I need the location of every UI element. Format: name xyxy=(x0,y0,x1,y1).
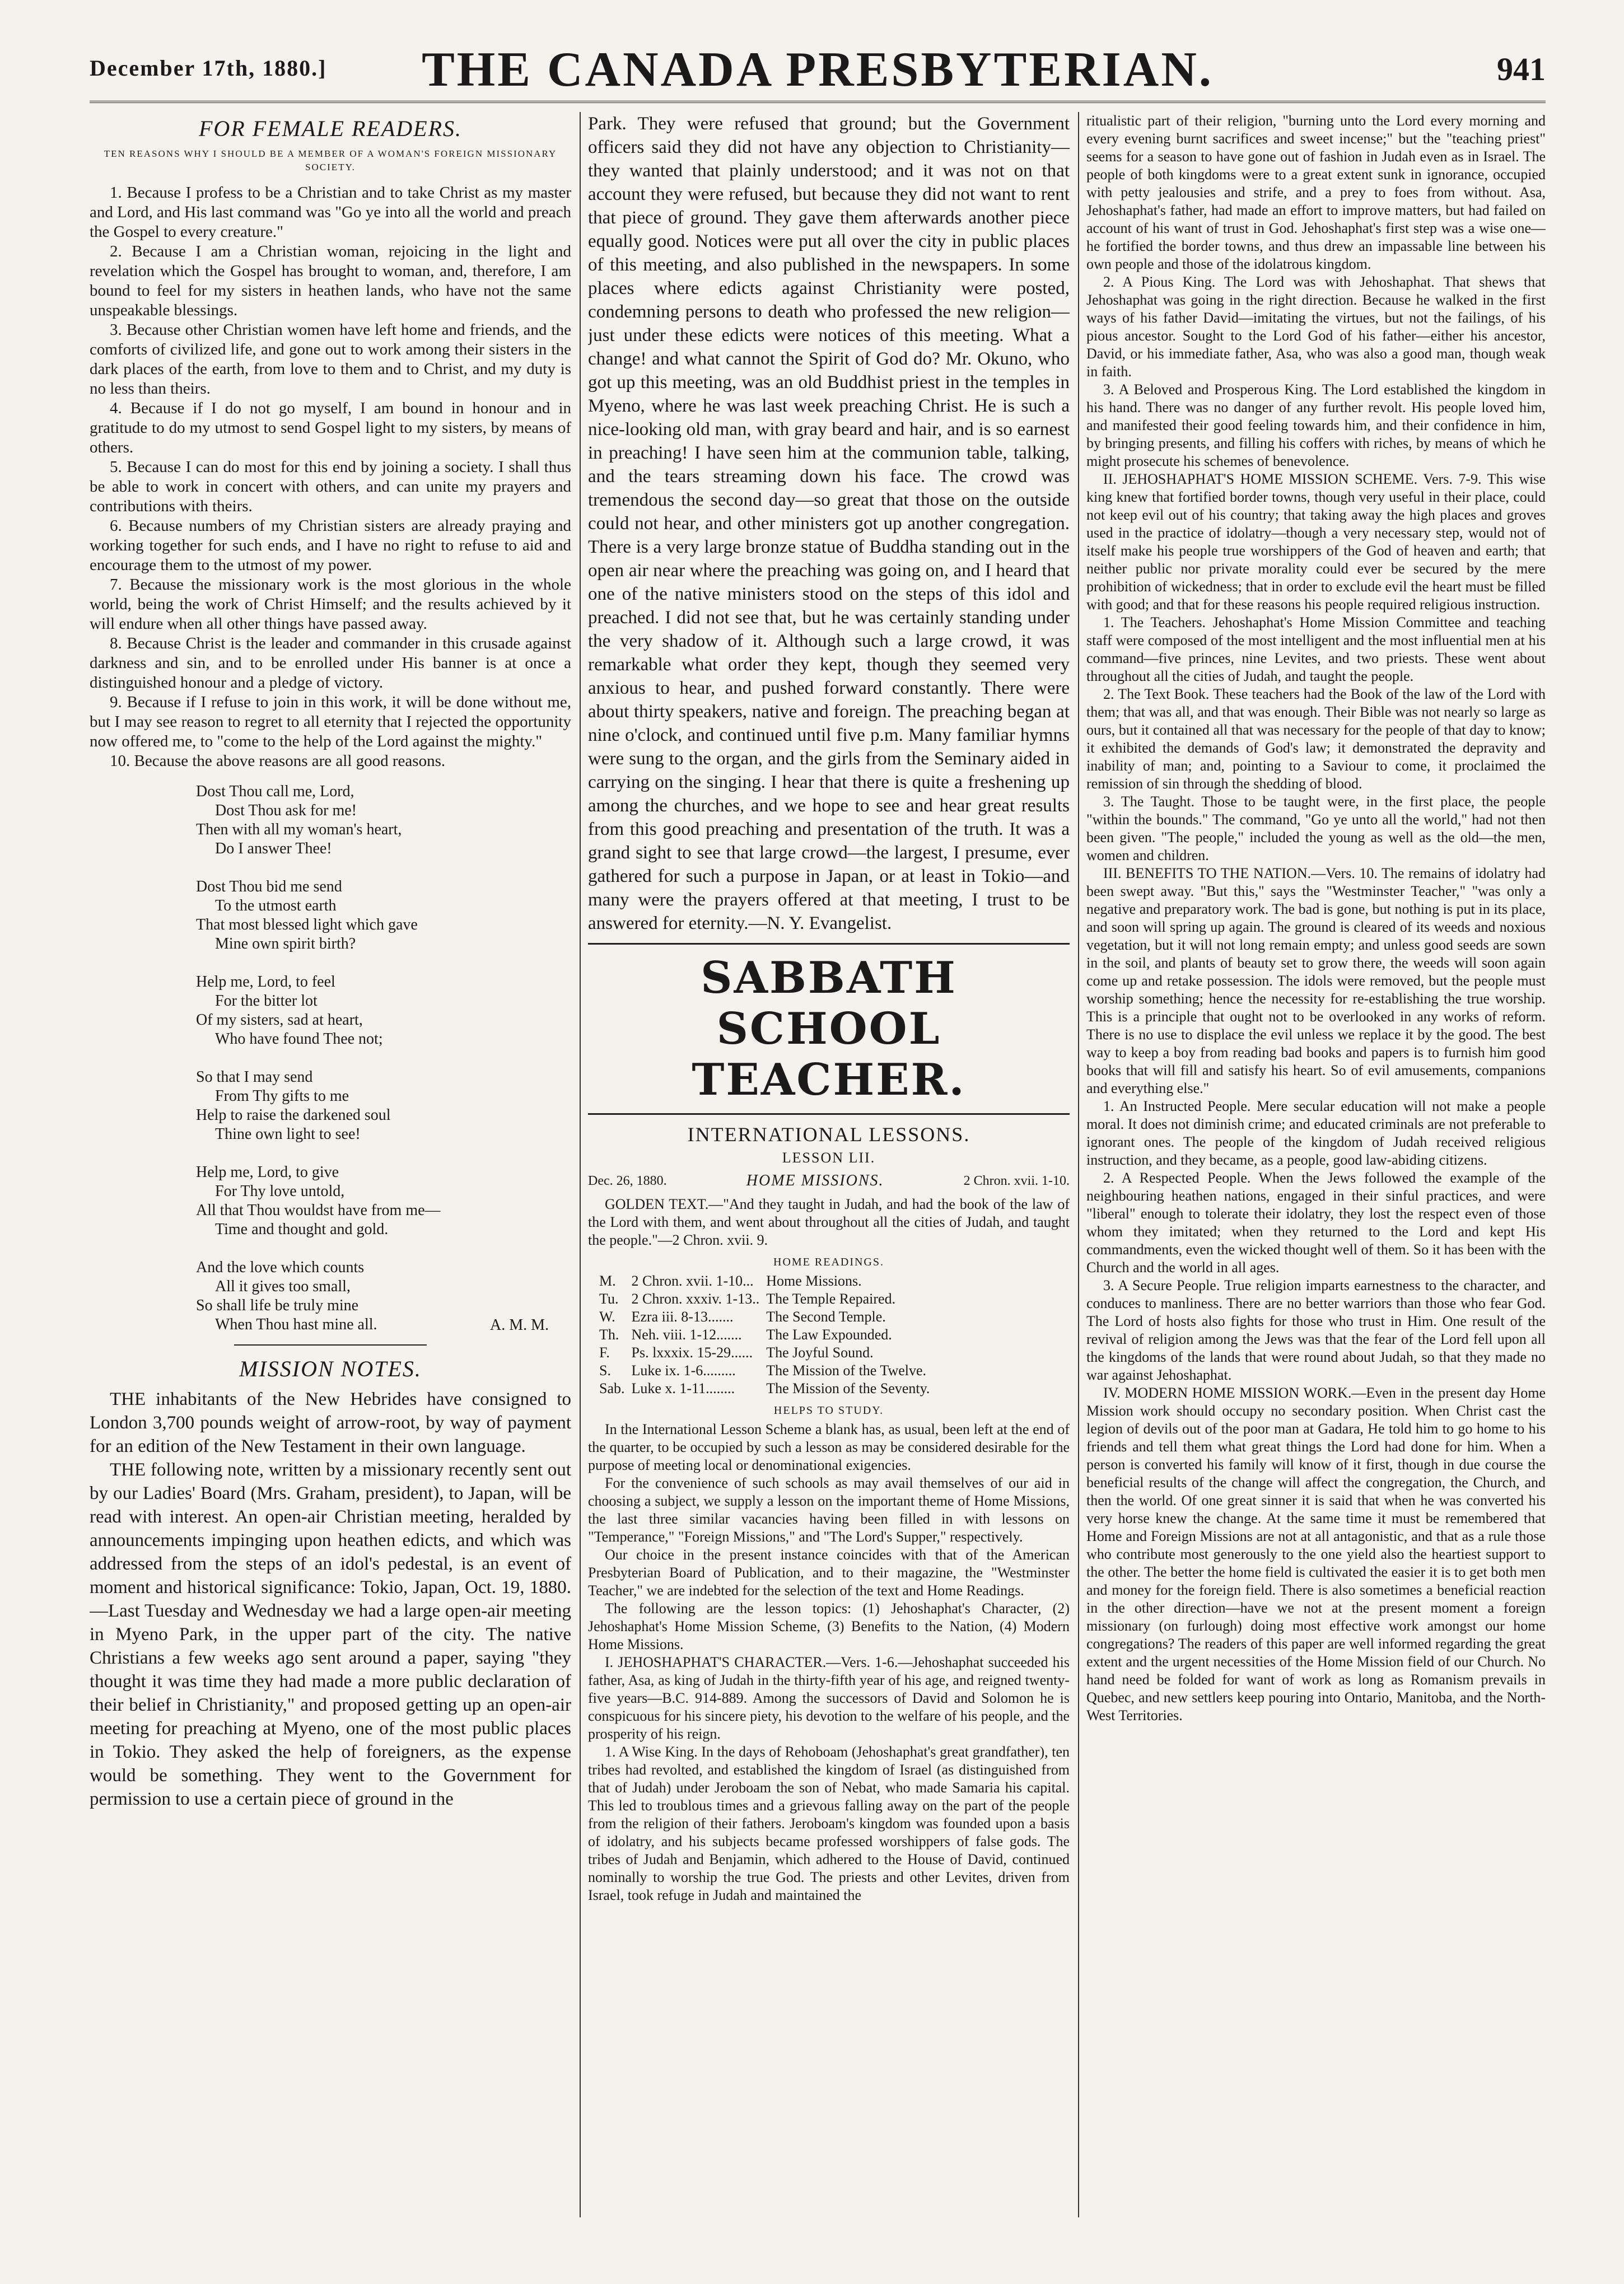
masthead xyxy=(90,34,1546,103)
poem-line: To the utmost earth xyxy=(215,897,337,914)
page-number: 941 xyxy=(1497,51,1546,87)
reading-day: S. xyxy=(599,1362,611,1379)
poem-stanza xyxy=(196,877,571,954)
reason-item: 3. Because other Christian women have left home and friends, and the comforts of civilized life, and gone out to work among their sisters in the dark places of the earth, from love to them and to Christ, and my duty is no less than theirs. xyxy=(90,321,571,398)
reading-title: Home Missions. xyxy=(766,1273,862,1289)
reading-day: W. xyxy=(599,1309,615,1325)
poem-line: All that Thou wouldst have from me— xyxy=(196,1202,441,1219)
table-row xyxy=(599,1362,936,1380)
lesson-paragraph: 1. The Teachers. Jehoshaphat's Home Mission Committee and teaching staff were composed of the most intelligent and the most influential men at his command—five princes, nine Levites, and two priests. These went about throughout all the cities of Judah, and taught the people. xyxy=(1086,614,1546,684)
poem-signature: A. M. M. xyxy=(489,1316,549,1334)
poem-line: So that I may send xyxy=(196,1068,313,1086)
section-subtitle: TEN REASONS WHY I SHOULD BE A MEMBER OF A WOMAN'S FOREIGN MISSIONARY SOCIETY. xyxy=(104,148,557,172)
reading-day: Th. xyxy=(599,1327,619,1343)
mission-paragraph: THE inhabitants of the New Hebrides have consigned to London 3,700 pounds weight of arrow-root, by way of payment for an edition of the New Testament in their own language. xyxy=(90,1389,571,1456)
reason-item: 5. Because I can do most for this end by joining a society. I shall thus be able to work in concert with others, and can unite my prayers and contributions with theirs. xyxy=(90,458,571,515)
reading-ref: 2 Chron. xxxiv. 1-13.. xyxy=(631,1291,760,1307)
story-continuation: Park. They were refused that ground; but the Government officers said they did not have any objection to Christianity—they wanted that plainly understood; and it was not on that account they were refused, but because they did not want to rent that piece of ground. They gave them afterwards another piece equally good. Notices were put all over the city in public places of this meeting, and also published in the newspapers. In some places where edicts against Christianity were posted, condemning persons to death who professed the new religion—just under these edicts were notices of this meeting. What a change! and what cannot the Spirit of God do? Mr. Okuno, who got up this meeting, was an old Buddhist priest in the temples in Myeno, where he was last week preaching Christ. He is such a nice-looking old man, with gray beard and hair, and is so earnest in preaching! I have seen him at the communion table, talking, and the tears streaming down his face. The crowd was tremendous the second day—so great that those on the outside could not hear, and other ministers got up another congregation. There is a very large bronze statue of Buddha standing out in the open air near where the preaching was going on, and I heard that one of the native ministers stood on the steps of this idol and preached. I did not see that, but he was certainly standing under the very shadow of it. Although such a large crowd, it was remarkable what order they kept, though they seemed very anxious to hear, and pushed forward constantly. There were about thirty speakers, native and foreign. The preaching began at nine o'clock, and continued until five p.m. Many familiar hymns were sung to the organ, and the girls from the Seminary aided in carrying on the singing. I hear that there is quite a freshening up among the churches, and we hope to see and hear great results from this good preaching and presentation of the truth. It was a grand sight to see that large crowd—the largest, I presume, ever gathered for such a purpose in Japan, or at least in Tokio—and many were the prayers offered at that meeting, I trust to be answered for eternity.—N. Y. Evangelist. xyxy=(588,114,1070,933)
column-3 xyxy=(1086,112,1546,2240)
poem-line: From Thy gifts to me xyxy=(215,1087,349,1105)
reading-ref: Luke ix. 1-6......... xyxy=(631,1362,736,1379)
reading-ref: Luke x. 1-11........ xyxy=(631,1380,735,1396)
lesson-reference: 2 Chron. xvii. 1-10. xyxy=(963,1173,1070,1188)
helps-to-study-heading: HELPS TO STUDY. xyxy=(773,1404,884,1417)
poem-line: For the bitter lot xyxy=(215,992,318,1010)
reading-ref: Ps. lxxxix. 15-29...... xyxy=(631,1344,753,1361)
lesson-paragraph: 2. A Pious King. The Lord was with Jehoshaphat. That shews that Jehoshaphat was going in the right direction. Because he walked in the first ways of his father David—imitating the virtues, but not the failings, of his pious ancestor. Sought to the Lord God of his father—either his ancestor, David, or his immediate father, Asa, who was also a good man, though weak in faith. xyxy=(1086,274,1546,380)
poem-line: Who have found Thee not; xyxy=(215,1030,383,1048)
poem-line: All it gives too small, xyxy=(215,1278,351,1295)
table-row xyxy=(599,1326,936,1344)
lesson-paragraph: 2. A Respected People. When the Jews followed the example of the neighbouring heathen nations, engaged in their sinful practices, and were "liberal" enough to tolerate their idolatry, they lost the respect even of those whom they imitated; when they returned to the Lord and kept His commandments, even the wicked thought well of them. So it has been with the Church and the world in all ages. xyxy=(1086,1170,1546,1276)
reading-day: Sab. xyxy=(599,1380,625,1396)
issue-date: December 17th, 1880.] xyxy=(90,55,327,81)
golden-text: GOLDEN TEXT.—"And they taught in Judah, and had the book of the law of the Lord with them, and went about throughout all the cities of Judah, and taught the people."—2 Chron. xvii. 9. xyxy=(588,1196,1070,1248)
lesson-paragraph: II. JEHOSHAPHAT'S HOME MISSION SCHEME. Vers. 7-9. This wise king knew that fortified border towns, though very useful in their place, could not keep evil out of his country; that taking away the high places and groves used in the practice of idolatry—though a very necessary step, would not of itself make his people true worshippers of the God of heaven and earth; that neither public nor private morality could ever be secured by the mere prohibition of wickedness; that in order to exclude evil the heart must be filled with good; and that for these reasons his people required religious instruction. xyxy=(1086,471,1546,613)
reading-ref: Neh. viii. 1-12....... xyxy=(631,1327,742,1343)
divider xyxy=(234,1344,427,1346)
reading-ref: Ezra iii. 8-13....... xyxy=(631,1309,734,1325)
lesson-paragraph: III. BENEFITS TO THE NATION.—Vers. 10. The remains of idolatry had been swept away. "But this," says the "Westminster Teacher," "was only a negative and preparatory work. The bad is gone, but nothing is put in its place, and soon will spring up again. The ground is cleared of its weeds and noxious vegetation, but it will not long remain empty; and unless good seeds are sown in the soil, and plants of beauty set to grow there, the weeds will soon again come up and retake possession. The idols were removed, but the people must worship something; hence the necessity for re-establishing the true worship. This is a principle that ought not to be overlooked in any works of reform. There is no use to displace the evil unless we replace it by the good. The best way to keep a boy from reading bad books and papers is to furnish him good books that will fill and satisfy his heart. So of evil amusements, companions and everything else." xyxy=(1086,865,1546,1096)
home-readings-table xyxy=(599,1272,936,1398)
column-divider xyxy=(1078,112,1079,2217)
poem-line: Mine own spirit birth? xyxy=(215,935,356,952)
poem-line: Dost Thou ask for me! xyxy=(215,802,357,819)
poem-line: Then with all my woman's heart, xyxy=(196,821,402,838)
poem-line: That most blessed light which gave xyxy=(196,916,418,933)
poem-line: And the love which counts xyxy=(196,1259,365,1276)
poem-line: Dost Thou call me, Lord, xyxy=(196,783,354,800)
lesson-paragraph: 2. The Text Book. These teachers had the Book of the law of the Lord with them; that was all, and that was enough. Their Bible was not nearly so large as ours, but it contained all that was necessary for the people of that day to know; it exhibited the demands of God's law; it demonstrated the depravity and inability of man; and, pointing to a Saviour to come, it proclaimed the remission of sin through the shedding of blood. xyxy=(1086,686,1546,792)
reading-title: The Temple Repaired. xyxy=(766,1291,896,1307)
sabbath-school-banner: SABBATH SCHOOL TEACHER. xyxy=(692,952,966,1105)
poem xyxy=(196,782,571,1334)
table-row xyxy=(599,1272,936,1290)
poem-stanza xyxy=(196,973,571,1049)
poem-line: When Thou hast mine all. xyxy=(215,1316,377,1333)
column-divider xyxy=(580,112,581,2217)
reading-title: The Mission of the Seventy. xyxy=(766,1380,930,1396)
reading-title: The Second Temple. xyxy=(766,1309,886,1325)
poem-line: Do I answer Thee! xyxy=(215,840,332,857)
mission-paragraph: THE following note, written by a missionary recently sent out by our Ladies' Board (Mrs. Graham, president), to Japan, will be read with interest. An open-air Christian meeting, heralded by announcements impinging upon heathen edicts, and which was addressed from the steps of an idol's pedestal, is an event of moment and historical significance: Tokio, Japan, Oct. 19, 1880.—Last Tuesday and Wednesday we had a large open-air meeting in Myeno Park, in the upper part of the city. The native Christians a few weeks ago sent around a paper, saying "they thought it was time they had made a more public declaration of their belief in Christianity," and proposed getting up an open-air meeting for preaching at Myeno, one of the most public places in Tokio. They asked the help of foreigners, as the expense would be something. They went to the Government for permission to use a certain piece of ground in the xyxy=(90,1460,571,1809)
lesson-paragraph: ritualistic part of their religion, "burning unto the Lord every morning and every evening burnt sacrifices and sweet incense;" but the "teaching priest" seems for a season to have gone out of fashion in Judah even as in Israel. The people of both kingdoms were to a great extent sunk in ignorance, occupied with petty jealousies and strife, and a prey to foes from without. Asa, Jehoshaphat's father, had made an effort to improve matters, but had failed on account of his want of trust in God. Jehoshaphat's first step was a wise one—he fortified the border towns, and thus drew an impassable line between his own people and those of the idolatrous kingdom. xyxy=(1086,113,1546,272)
lesson-title: HOME MISSIONS. xyxy=(746,1172,884,1189)
poem-line: Time and thought and gold. xyxy=(215,1221,389,1238)
poem-line: Thine own light to see! xyxy=(215,1125,361,1143)
helps-paragraph: I. JEHOSHAPHAT'S CHARACTER.—Vers. 1-6.—Jehoshaphat succeeded his father, Asa, as king of Judah in the thirty-fifth year of his age, and reigned twenty-five years—B.C. 914-889. Among the successors of David and Solomon he is conspicuous for his sincere piety, his devotion to the welfare of his people, and the prosperity of his reign. xyxy=(588,1654,1070,1742)
reason-item: 6. Because numbers of my Christian sisters are already praying and working together for such ends, and I have no right to refuse to aid and encourage them to the utmost of my power. xyxy=(90,517,571,574)
table-row xyxy=(599,1308,936,1326)
lesson-paragraph: 3. The Taught. Those to be taught were, in the first place, the people "within the bounds." The command, "Go ye unto all the world," had not then been given. "The people," included the young as well as the old—the men, women and children. xyxy=(1086,793,1546,863)
newspaper-title: THE CANADA PRESBYTERIAN. xyxy=(422,43,1214,97)
reading-ref: 2 Chron. xvii. 1-10... xyxy=(631,1273,754,1289)
helps-paragraph: For the convenience of such schools as may avail themselves of our aid in choosing a subject, we supply a lesson on the important theme of Home Missions, the last three similar vacancies having been filled in with lessons on "Temperance," "Foreign Missions," and "The Lord's Supper," respectively. xyxy=(588,1475,1070,1545)
section-title-female-readers: FOR FEMALE READERS. xyxy=(198,116,463,141)
reading-day: Tu. xyxy=(599,1291,619,1307)
table-row xyxy=(599,1380,936,1398)
lesson-paragraph: 1. An Instructed People. Mere secular education will not make a people moral. It does not diminish crime; and educated criminals are not preferable to ignorant ones. The people of the kingdom of Judah received religious instruction, and they became, as a people, good law-abiding citizens. xyxy=(1086,1098,1546,1168)
poem-stanza xyxy=(196,1163,571,1239)
table-row xyxy=(599,1290,936,1308)
reading-day: F. xyxy=(599,1344,610,1361)
column-1 xyxy=(90,112,571,2240)
lesson-info-row xyxy=(588,1172,1070,1190)
reason-item: 10. Because the above reasons are all good reasons. xyxy=(110,752,446,770)
helps-paragraph: 1. A Wise King. In the days of Rehoboam (Jehoshaphat's great grandfather), ten tribes had revolted, and established the kingdom of Israel (as distinguished from that of Judah) under Jeroboam the son of Nebat, who made Samaria his capital. This led to troublous times and a grievous falling away on the part of the people from the religion of their fathers. Jeroboam's kingdom was founded upon a basis of idolatry, and his subjects became professed worshippers of false gods. The tribes of Judah and Benjamin, which adhered to the House of David, continued nominally to worship the true God. The priests and other Levites, driven from Israel, took refuge in Judah and maintained the xyxy=(588,1744,1070,1903)
poem-line: Dost Thou bid me send xyxy=(196,878,342,895)
reading-day: M. xyxy=(599,1273,616,1289)
poem-stanza xyxy=(196,1068,571,1144)
poem-line: For Thy love untold, xyxy=(215,1183,345,1200)
poem-line: Help me, Lord, to give xyxy=(196,1164,339,1181)
reason-item: 4. Because if I do not go myself, I am bound in honour and in gratitude to do my utmost to send Gospel light to my sisters, by means of others. xyxy=(90,399,571,456)
section-title-mission-notes: MISSION NOTES. xyxy=(239,1356,422,1381)
home-readings-heading: HOME READINGS. xyxy=(773,1256,884,1268)
reason-item: 9. Because if I refuse to join in this work, it will be done without me, but I may see reason to regret to all eternity that I rejected the opportunity now offered me, to "come to the help of the Lord against the mighty." xyxy=(90,693,571,750)
reading-title: The Law Expounded. xyxy=(766,1327,892,1343)
table-row xyxy=(599,1344,936,1362)
divider xyxy=(588,943,1070,945)
helps-paragraph: Our choice in the present instance coincides with that of the American Presbyterian Board of Publication, and to their magazine, the "Westminster Teacher," we are indebted for the selection of the text and Home Readings. xyxy=(588,1547,1070,1599)
international-lessons-heading: INTERNATIONAL LESSONS. xyxy=(687,1123,970,1146)
reason-item: 1. Because I profess to be a Christian and to take Christ as my master and Lord, and His last command was "Go ye into all the world and preach the Gospel to every creature." xyxy=(90,184,571,241)
column-2 xyxy=(588,112,1070,2240)
poem-stanza xyxy=(196,782,571,858)
lesson-paragraph: 3. A Secure People. True religion imparts earnestness to the character, and conduces to manliness. There are no better warriors than those who fear God. The Lord of hosts also fights for those who trust in Him. One result of the revival of religion among the Jews was that the fear of the Lord fell upon all the kingdoms of the lands that were round about Judah, so that they made no war against Jehoshaphat. xyxy=(1086,1277,1546,1383)
poem-line: Of my sisters, sad at heart, xyxy=(196,1011,363,1029)
lesson-paragraph: 3. A Beloved and Prosperous King. The Lord established the kingdom in his hand. There was no danger of any further revolt. His people loved him, and manifested their good feeling towards him, and their confidence in him, by bringing presents, and filling his coffers with riches, by means of which he might prosecute his schemes of benevolence. xyxy=(1086,381,1546,469)
reading-title: The Mission of the Twelve. xyxy=(766,1362,927,1379)
poem-line: So shall life be truly mine xyxy=(196,1297,359,1314)
reason-item: 2. Because I am a Christian woman, rejoicing in the light and revelation which the Gospel has brought to woman, and, therefore, I am bound to feel for my sisters in heathen lands, who have not the same unspeakable blessings. xyxy=(90,242,571,319)
reading-title: The Joyful Sound. xyxy=(766,1344,874,1361)
helps-paragraph: The following are the lesson topics: (1) Jehoshaphat's Character, (2) Jehoshaphat's Home Mission Scheme, (3) Benefits to the Nation, (4) Modern Home Missions. xyxy=(588,1600,1070,1652)
poem-line: Help to raise the darkened soul xyxy=(196,1106,391,1124)
lesson-number: LESSON LII. xyxy=(782,1150,876,1166)
reason-item: 8. Because Christ is the leader and commander in this crusade against darkness and sin, and to be enrolled under His banner is at once a distinguished honour and a pledge of victory. xyxy=(90,634,571,692)
lesson-date: Dec. 26, 1880. xyxy=(588,1173,667,1188)
poem-line: Help me, Lord, to feel xyxy=(196,973,335,991)
helps-paragraph: In the International Lesson Scheme a blank has, as usual, been left at the end of the quarter, to be occupied by such a lesson as may be considered desirable for the purpose of meeting local or denominational exigencies. xyxy=(588,1421,1070,1473)
divider xyxy=(588,1113,1070,1115)
lesson-paragraph: IV. MODERN HOME MISSION WORK.—Even in the present day Home Mission work should occupy no secondary position. When Christ cast the legion of devils out of the poor man at Gadara, He told him to go home to his friends and tell them what great things the Lord had done for him. When a person is converted his family will know of it first, though in due course the beneficial results of the change will affect the congregation, the Church, and then the world. Of one great sinner it is said that when he was converted his very horse knew the change. At the same time it must be remembered that Home and Foreign Missions are not at all antagonistic, and that as a rule those who contribute most generously to the one yield also the heartiest support to the other. The better the home field is cultivated the easier it is to get both men and money for the foreign field. There is also sometimes a beneficial reaction in the other direction—have we not at the present moment a foreign missionary (on furlough) doing most effective work amongst our home congregations? The readers of this paper are well informed regarding the great extent and the urgent necessities of the Home Mission field of our Church. No hand need be folded for want of work as long as Romanism prevails in Quebec, and new settlers keep pouring into Ontario, Manitoba, and the North-West Territories. xyxy=(1086,1385,1546,1723)
reason-item: 7. Because the missionary work is the most glorious in the whole world, being the work of Christ Himself; and the results achieved by it will endure when all other things have passed away. xyxy=(90,576,571,633)
